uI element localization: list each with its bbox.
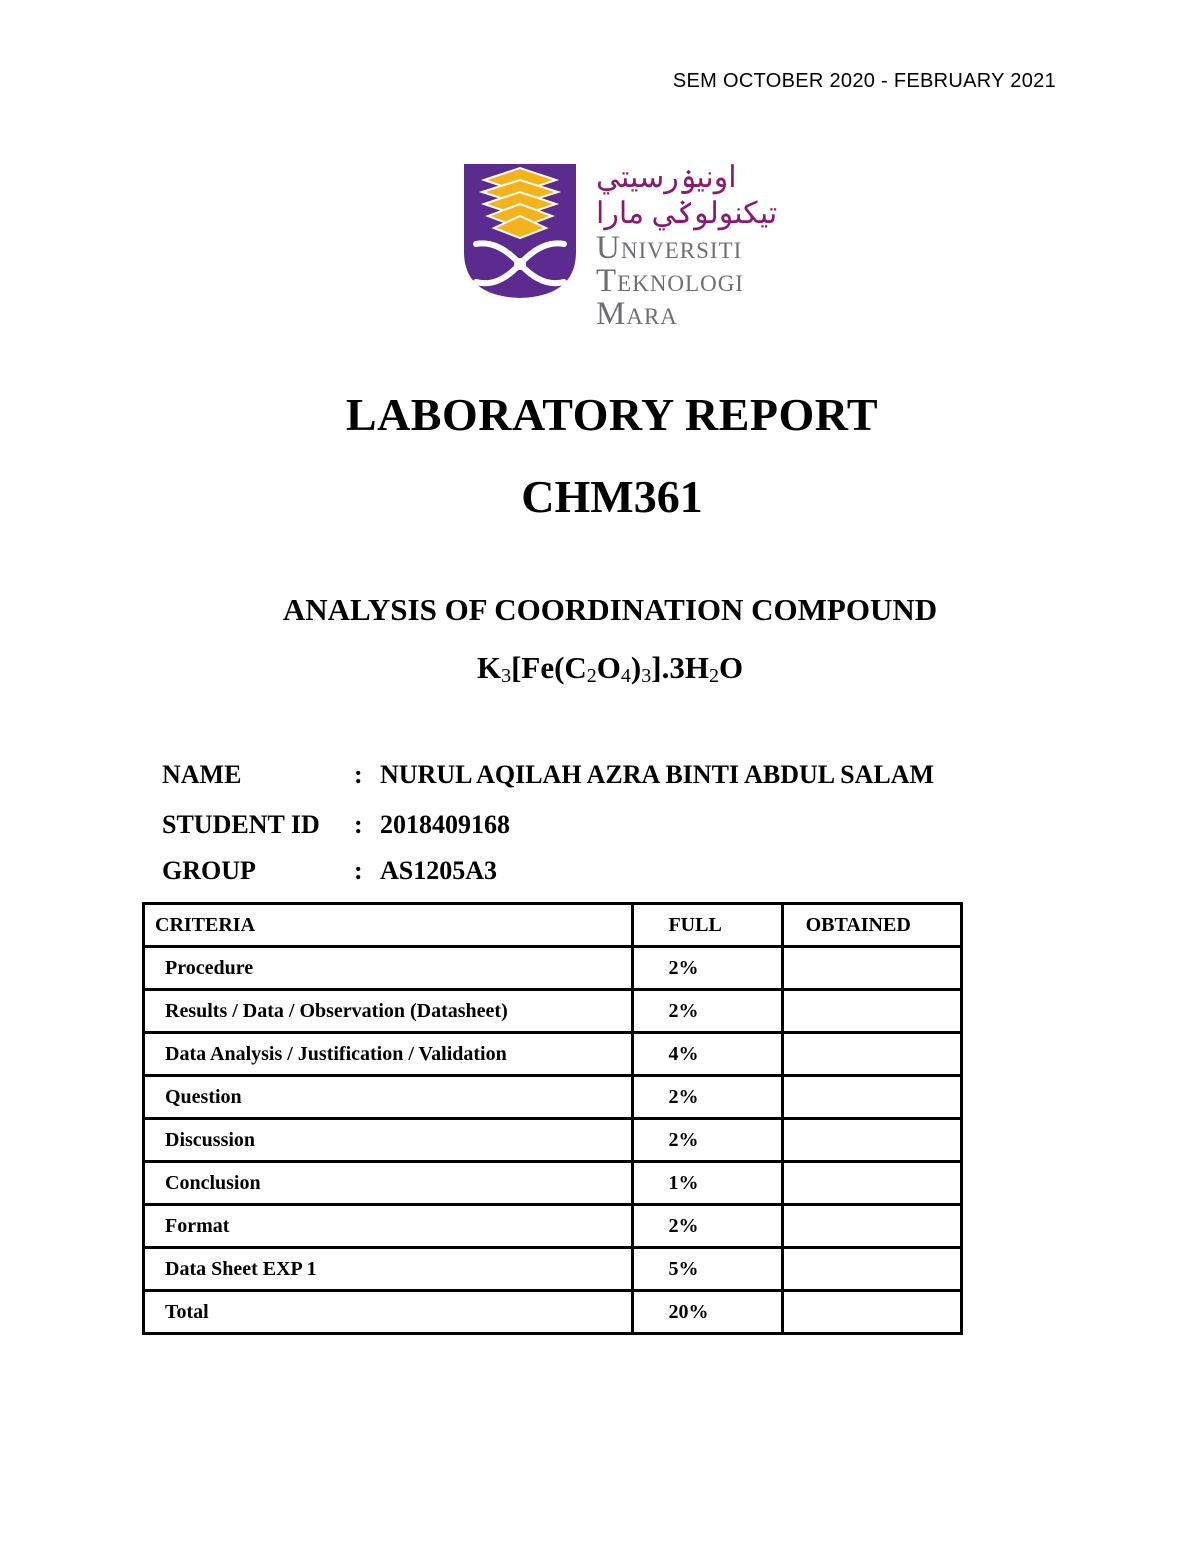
- criteria-cell: Total: [144, 1291, 633, 1334]
- colon: :: [354, 760, 363, 789]
- full-cell: 2%: [633, 1119, 782, 1162]
- obtained-cell[interactable]: [782, 1033, 961, 1076]
- header-criteria: CRITERIA: [144, 904, 633, 947]
- student-id-value: 2018409168: [380, 810, 510, 839]
- criteria-cell: Question: [144, 1076, 633, 1119]
- table-row: [144, 1291, 962, 1334]
- full-cell: 4%: [633, 1033, 782, 1076]
- colon: :: [354, 856, 363, 885]
- full-cell: 2%: [633, 1205, 782, 1248]
- criteria-cell: Format: [144, 1205, 633, 1248]
- header-full: FULL: [633, 904, 782, 947]
- marking-criteria-table: [142, 902, 963, 1335]
- table-row: [144, 1076, 962, 1119]
- full-cell: 2%: [633, 990, 782, 1033]
- obtained-cell[interactable]: [782, 990, 961, 1033]
- header-obtained: OBTAINED: [782, 904, 961, 947]
- table-row: [144, 1248, 962, 1291]
- university-name-line3: Mara: [596, 296, 678, 332]
- report-subtitle: ANALYSIS OF COORDINATION COMPOUND: [282, 592, 938, 627]
- student-id-row: [162, 810, 510, 840]
- course-code: CHM361: [521, 471, 703, 522]
- university-name-line1: Universiti: [596, 230, 743, 266]
- table-row: [144, 947, 962, 990]
- obtained-cell[interactable]: [782, 947, 961, 990]
- criteria-cell: Discussion: [144, 1119, 633, 1162]
- obtained-cell[interactable]: [782, 1076, 961, 1119]
- obtained-cell[interactable]: [782, 1205, 961, 1248]
- university-wordmark: [596, 160, 796, 331]
- obtained-cell[interactable]: [782, 1291, 961, 1334]
- full-cell: 2%: [633, 947, 782, 990]
- name-value: NURUL AQILAH AZRA BINTI ABDUL SALAM: [380, 760, 935, 789]
- obtained-cell[interactable]: [782, 1162, 961, 1205]
- criteria-cell: Conclusion: [144, 1162, 633, 1205]
- compound-formula: $K_3[Fe(C_2O_4)_3].3H_2O$: [476, 650, 744, 687]
- obtained-cell[interactable]: [782, 1119, 961, 1162]
- criteria-cell: Data Analysis / Justification / Validation: [144, 1033, 633, 1076]
- table-row: [144, 1033, 962, 1076]
- name-label: NAME: [162, 760, 242, 789]
- table-row: [144, 1119, 962, 1162]
- jawi-university-name: اونيۏرسيتي تيكنولوݢي مارا: [596, 161, 778, 230]
- semester-header: SEM OCTOBER 2020 - FEBRUARY 2021: [672, 70, 1056, 92]
- criteria-cell: Data Sheet EXP 1: [144, 1248, 633, 1291]
- university-name-line2: Teknologi: [596, 263, 744, 299]
- table-row: [144, 990, 962, 1033]
- colon: :: [354, 810, 363, 839]
- report-title: LABORATORY REPORT: [345, 389, 879, 440]
- table-header-row: [144, 904, 962, 947]
- student-id-label: STUDENT ID: [162, 810, 320, 839]
- full-cell: 2%: [633, 1076, 782, 1119]
- obtained-cell[interactable]: [782, 1248, 961, 1291]
- student-name-row: [162, 760, 934, 790]
- group-label: GROUP: [162, 856, 256, 885]
- full-cell: 1%: [633, 1162, 782, 1205]
- full-cell: 5%: [633, 1248, 782, 1291]
- group-row: [162, 856, 497, 886]
- full-cell: 20%: [633, 1291, 782, 1334]
- group-value: AS1205A3: [380, 856, 498, 885]
- criteria-cell: Results / Data / Observation (Datasheet): [144, 990, 633, 1033]
- table-row: [144, 1162, 962, 1205]
- criteria-cell: Procedure: [144, 947, 633, 990]
- table-row: [144, 1205, 962, 1248]
